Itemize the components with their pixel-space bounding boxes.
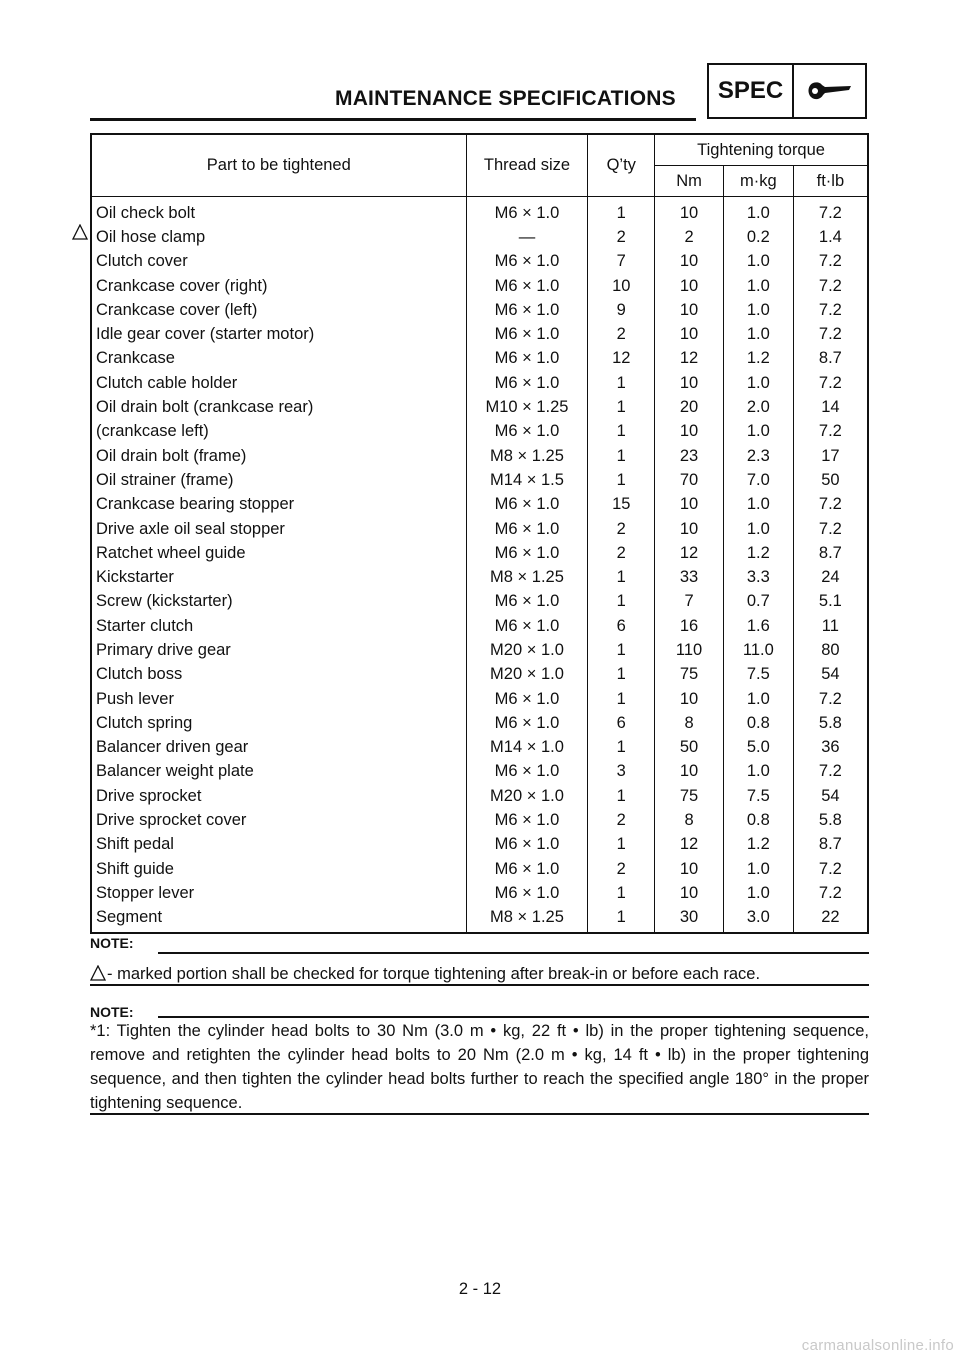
- cell-mkg: 1.0: [723, 274, 793, 298]
- cell-nm: 75: [655, 784, 724, 808]
- cell-ftlb: 22: [793, 906, 868, 933]
- cell-thread: M6 × 1.0: [466, 833, 588, 857]
- table-row: [91, 906, 868, 933]
- cell-qty: 15: [588, 493, 655, 517]
- spec-badge: [707, 63, 867, 119]
- cell-nm: 10: [655, 274, 724, 298]
- table-row: [91, 444, 868, 468]
- table-row: [91, 614, 868, 638]
- cell-qty: 1: [588, 395, 655, 419]
- cell-nm: 7: [655, 590, 724, 614]
- page-title: MAINTENANCE SPECIFICATIONS: [335, 87, 676, 110]
- cell-ftlb: 5.8: [793, 808, 868, 832]
- cell-part: Crankcase cover (left): [91, 298, 466, 322]
- cell-thread: M6 × 1.0: [466, 614, 588, 638]
- cell-part: Clutch spring: [91, 711, 466, 735]
- cell-ftlb: 7.2: [793, 298, 868, 322]
- cell-part: Shift guide: [91, 857, 466, 881]
- wrench-icon: [794, 65, 865, 117]
- cell-thread: M6 × 1.0: [466, 881, 588, 905]
- cell-ftlb: 5.1: [793, 590, 868, 614]
- table-row: [91, 468, 868, 492]
- table-row: [91, 197, 868, 226]
- cell-thread: M6 × 1.0: [466, 517, 588, 541]
- table-row: [91, 298, 868, 322]
- cell-part: Kickstarter: [91, 565, 466, 589]
- table-row: [91, 760, 868, 784]
- cell-part: Clutch boss: [91, 663, 466, 687]
- cell-mkg: 1.0: [723, 298, 793, 322]
- table-row: [91, 250, 868, 274]
- cell-ftlb: 11: [793, 614, 868, 638]
- table-row: [91, 517, 868, 541]
- cell-qty: 1: [588, 736, 655, 760]
- cell-nm: 70: [655, 468, 724, 492]
- cell-thread: M6 × 1.0: [466, 274, 588, 298]
- cell-nm: 12: [655, 347, 724, 371]
- col-header-part: Part to be tightened: [91, 134, 466, 197]
- cell-nm: 10: [655, 420, 724, 444]
- cell-ftlb: 36: [793, 736, 868, 760]
- note-rule-1-bottom: [90, 984, 869, 986]
- col-header-torque: Tightening torque: [655, 134, 868, 166]
- cell-ftlb: 54: [793, 784, 868, 808]
- cell-nm: 10: [655, 517, 724, 541]
- cell-qty: 7: [588, 250, 655, 274]
- spec-label: SPEC: [709, 65, 794, 117]
- cell-mkg: 1.0: [723, 322, 793, 346]
- cell-ftlb: 17: [793, 444, 868, 468]
- cell-thread: M6 × 1.0: [466, 808, 588, 832]
- table-row: [91, 347, 868, 371]
- cell-part: Primary drive gear: [91, 638, 466, 662]
- cell-nm: 30: [655, 906, 724, 933]
- table-row: [91, 736, 868, 760]
- cell-mkg: 0.8: [723, 808, 793, 832]
- cell-ftlb: 7.2: [793, 881, 868, 905]
- cell-qty: 2: [588, 225, 655, 249]
- cell-nm: 10: [655, 857, 724, 881]
- cell-part: Balancer weight plate: [91, 760, 466, 784]
- cell-part: Drive sprocket: [91, 784, 466, 808]
- cell-ftlb: 7.2: [793, 371, 868, 395]
- table-row: [91, 711, 868, 735]
- cell-qty: 1: [588, 371, 655, 395]
- cell-thread: M8 × 1.25: [466, 444, 588, 468]
- cell-ftlb: 1.4: [793, 225, 868, 249]
- cell-ftlb: 7.2: [793, 420, 868, 444]
- cell-mkg: 1.0: [723, 687, 793, 711]
- cell-mkg: 2.3: [723, 444, 793, 468]
- cell-qty: 6: [588, 711, 655, 735]
- cell-nm: 16: [655, 614, 724, 638]
- table-row: [91, 687, 868, 711]
- note-rule-2-bottom: [90, 1113, 869, 1115]
- col-header-nm: Nm: [655, 166, 724, 197]
- note-label-1: NOTE:: [90, 935, 134, 951]
- cell-qty: 1: [588, 420, 655, 444]
- cell-qty: 1: [588, 197, 655, 226]
- cell-thread: M6 × 1.0: [466, 347, 588, 371]
- cell-ftlb: 7.2: [793, 857, 868, 881]
- cell-mkg: 1.0: [723, 881, 793, 905]
- cell-mkg: 3.0: [723, 906, 793, 933]
- cell-part: Drive axle oil seal stopper: [91, 517, 466, 541]
- cell-qty: 2: [588, 808, 655, 832]
- cell-mkg: 1.0: [723, 250, 793, 274]
- cell-part: Ratchet wheel guide: [91, 541, 466, 565]
- table-row: [91, 395, 868, 419]
- torque-spec-table: [90, 133, 869, 934]
- cell-nm: 8: [655, 711, 724, 735]
- cell-nm: 10: [655, 493, 724, 517]
- cell-mkg: 11.0: [723, 638, 793, 662]
- cell-qty: 2: [588, 541, 655, 565]
- cell-qty: 1: [588, 590, 655, 614]
- cell-ftlb: 8.7: [793, 833, 868, 857]
- table-row: [91, 274, 868, 298]
- cell-part: Oil strainer (frame): [91, 468, 466, 492]
- cell-qty: 2: [588, 857, 655, 881]
- cell-part: Shift pedal: [91, 833, 466, 857]
- cell-part: Oil drain bolt (frame): [91, 444, 466, 468]
- table-row: [91, 493, 868, 517]
- cell-mkg: 7.5: [723, 784, 793, 808]
- cell-ftlb: 80: [793, 638, 868, 662]
- cell-mkg: 7.5: [723, 663, 793, 687]
- table-row: [91, 371, 868, 395]
- table-row: [91, 541, 868, 565]
- cell-nm: 10: [655, 197, 724, 226]
- cell-mkg: 5.0: [723, 736, 793, 760]
- cell-mkg: 1.2: [723, 833, 793, 857]
- cell-thread: M6 × 1.0: [466, 250, 588, 274]
- cell-thread: M6 × 1.0: [466, 420, 588, 444]
- cell-nm: 20: [655, 395, 724, 419]
- cell-thread: M6 × 1.0: [466, 298, 588, 322]
- cell-part: Clutch cable holder: [91, 371, 466, 395]
- cell-ftlb: 7.2: [793, 197, 868, 226]
- cell-thread: M6 × 1.0: [466, 371, 588, 395]
- note-text-1-body: - marked portion shall be checked for torque tightening after break-in or before each race.: [107, 965, 761, 983]
- table-row: [91, 590, 868, 614]
- cell-mkg: 1.2: [723, 347, 793, 371]
- cell-thread: M20 × 1.0: [466, 638, 588, 662]
- cell-part: Crankcase bearing stopper: [91, 493, 466, 517]
- cell-qty: 1: [588, 906, 655, 933]
- cell-nm: 12: [655, 833, 724, 857]
- cell-thread: M8 × 1.25: [466, 906, 588, 933]
- cell-mkg: 1.0: [723, 493, 793, 517]
- table-row: [91, 663, 868, 687]
- cell-nm: 33: [655, 565, 724, 589]
- cell-part: Oil drain bolt (crankcase rear): [91, 395, 466, 419]
- cell-qty: 6: [588, 614, 655, 638]
- cell-thread: M14 × 1.5: [466, 468, 588, 492]
- table-row: [91, 225, 868, 249]
- cell-ftlb: 7.2: [793, 250, 868, 274]
- cell-mkg: 7.0: [723, 468, 793, 492]
- table-row: [91, 833, 868, 857]
- cell-mkg: 1.0: [723, 517, 793, 541]
- table-row: [91, 808, 868, 832]
- cell-mkg: 0.7: [723, 590, 793, 614]
- cell-part: Clutch cover: [91, 250, 466, 274]
- table-row: [91, 857, 868, 881]
- cell-part: Crankcase cover (right): [91, 274, 466, 298]
- cell-mkg: 0.8: [723, 711, 793, 735]
- cell-thread: M6 × 1.0: [466, 711, 588, 735]
- cell-thread: M6 × 1.0: [466, 687, 588, 711]
- cell-thread: M6 × 1.0: [466, 857, 588, 881]
- cell-thread: M6 × 1.0: [466, 197, 588, 226]
- cell-thread: M6 × 1.0: [466, 541, 588, 565]
- cell-qty: 1: [588, 565, 655, 589]
- table-row: [91, 565, 868, 589]
- title-rule: [90, 118, 696, 121]
- cell-nm: 10: [655, 322, 724, 346]
- cell-ftlb: 8.7: [793, 541, 868, 565]
- cell-nm: 10: [655, 371, 724, 395]
- note-label-2: NOTE:: [90, 1004, 134, 1020]
- cell-qty: 1: [588, 784, 655, 808]
- table-row: [91, 420, 868, 444]
- cell-qty: 10: [588, 274, 655, 298]
- cell-ftlb: 5.8: [793, 711, 868, 735]
- cell-mkg: 1.0: [723, 197, 793, 226]
- cell-thread: M6 × 1.0: [466, 322, 588, 346]
- cell-part: (crankcase left): [91, 420, 466, 444]
- cell-thread: M10 × 1.25: [466, 395, 588, 419]
- cell-nm: 10: [655, 250, 724, 274]
- cell-thread: M14 × 1.0: [466, 736, 588, 760]
- cell-mkg: 0.2: [723, 225, 793, 249]
- cell-mkg: 2.0: [723, 395, 793, 419]
- page-number: 2 - 12: [458, 1280, 502, 1298]
- cell-thread: M6 × 1.0: [466, 760, 588, 784]
- cell-qty: 1: [588, 687, 655, 711]
- cell-nm: 10: [655, 298, 724, 322]
- cell-ftlb: 7.2: [793, 760, 868, 784]
- check-marker-triangle-icon: [90, 965, 106, 981]
- cell-qty: 1: [588, 881, 655, 905]
- cell-nm: 23: [655, 444, 724, 468]
- cell-part: Starter clutch: [91, 614, 466, 638]
- cell-thread: —: [466, 225, 588, 249]
- cell-nm: 10: [655, 760, 724, 784]
- cell-part: Stopper lever: [91, 881, 466, 905]
- table-row: [91, 322, 868, 346]
- cell-ftlb: 7.2: [793, 687, 868, 711]
- cell-ftlb: 7.2: [793, 322, 868, 346]
- cell-qty: 2: [588, 322, 655, 346]
- cell-mkg: 1.0: [723, 420, 793, 444]
- cell-qty: 9: [588, 298, 655, 322]
- table-row: [91, 881, 868, 905]
- cell-mkg: 1.6: [723, 614, 793, 638]
- table-row: [91, 638, 868, 662]
- cell-ftlb: 7.2: [793, 493, 868, 517]
- watermark: carmanualsonline.info: [801, 1337, 954, 1354]
- cell-qty: 12: [588, 347, 655, 371]
- cell-ftlb: 54: [793, 663, 868, 687]
- cell-part: Oil check bolt: [91, 197, 466, 226]
- cell-thread: M6 × 1.0: [466, 493, 588, 517]
- cell-part: Crankcase: [91, 347, 466, 371]
- cell-part: Segment: [91, 906, 466, 933]
- cell-ftlb: 7.2: [793, 274, 868, 298]
- col-header-qty: Q’ty: [588, 134, 655, 197]
- cell-mkg: 1.0: [723, 371, 793, 395]
- table-row: [91, 784, 868, 808]
- col-header-thread: Thread size: [466, 134, 588, 197]
- cell-thread: M20 × 1.0: [466, 784, 588, 808]
- cell-thread: M20 × 1.0: [466, 663, 588, 687]
- cell-ftlb: 24: [793, 565, 868, 589]
- cell-qty: 1: [588, 638, 655, 662]
- cell-nm: 10: [655, 687, 724, 711]
- cell-qty: 1: [588, 663, 655, 687]
- cell-mkg: 1.0: [723, 857, 793, 881]
- check-marker-triangle-icon: [72, 224, 88, 240]
- cell-nm: 50: [655, 736, 724, 760]
- note-rule-1: [158, 952, 869, 954]
- cell-ftlb: 7.2: [793, 517, 868, 541]
- cell-nm: 75: [655, 663, 724, 687]
- cell-mkg: 1.0: [723, 760, 793, 784]
- cell-qty: 1: [588, 833, 655, 857]
- cell-part: Balancer driven gear: [91, 736, 466, 760]
- cell-nm: 10: [655, 881, 724, 905]
- cell-ftlb: 50: [793, 468, 868, 492]
- cell-ftlb: 14: [793, 395, 868, 419]
- cell-thread: M8 × 1.25: [466, 565, 588, 589]
- cell-qty: 2: [588, 517, 655, 541]
- cell-part: Oil hose clamp: [91, 225, 466, 249]
- cell-qty: 1: [588, 444, 655, 468]
- cell-nm: 8: [655, 808, 724, 832]
- cell-mkg: 3.3: [723, 565, 793, 589]
- cell-nm: 2: [655, 225, 724, 249]
- cell-qty: 1: [588, 468, 655, 492]
- cell-ftlb: 8.7: [793, 347, 868, 371]
- cell-part: Push lever: [91, 687, 466, 711]
- note-text-2: *1: Tighten the cylinder head bolts to 30 Nm (3.0 m • kg, 22 ft • lb) in the proper tightening sequence, remove and retighten the cylinder head bolts to 20 Nm (2.0 m • kg, 14 ft • lb) in the proper tightening sequence, and then tighten the cylinder head bolts further to reach the specified angle 180° in the proper tightening sequence.: [90, 1022, 869, 1112]
- cell-part: Screw (kickstarter): [91, 590, 466, 614]
- col-header-ftlb: ft·lb: [793, 166, 868, 197]
- cell-thread: M6 × 1.0: [466, 590, 588, 614]
- note-rule-2: [158, 1016, 869, 1018]
- cell-nm: 110: [655, 638, 724, 662]
- cell-part: Drive sprocket cover: [91, 808, 466, 832]
- cell-part: Idle gear cover (starter motor): [91, 322, 466, 346]
- col-header-mkg: m·kg: [723, 166, 793, 197]
- cell-mkg: 1.2: [723, 541, 793, 565]
- note-text-1: [90, 962, 869, 986]
- cell-qty: 3: [588, 760, 655, 784]
- cell-nm: 12: [655, 541, 724, 565]
